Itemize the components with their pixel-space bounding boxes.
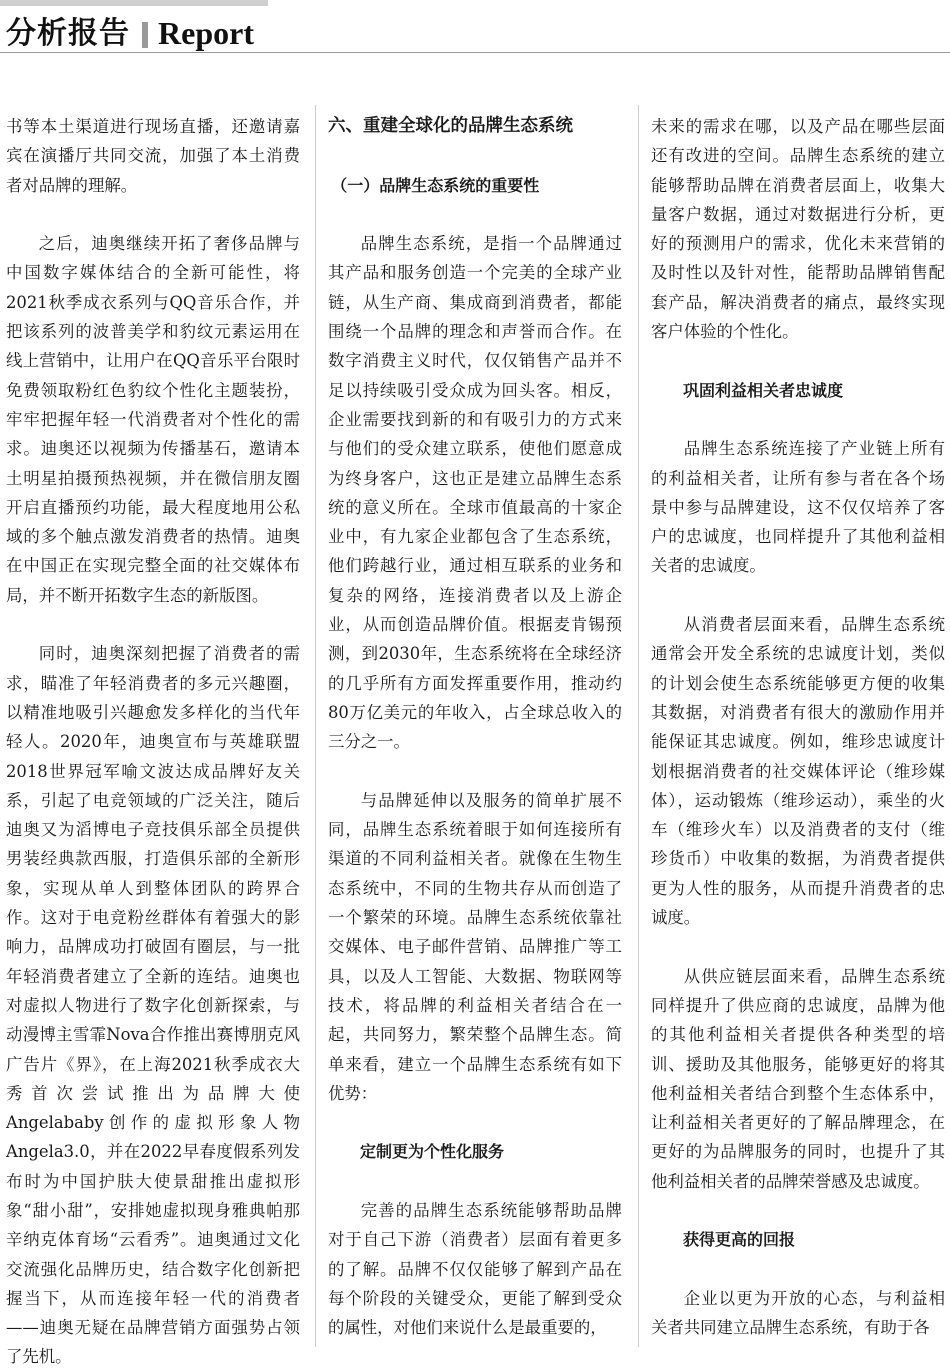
section-heading: 六、重建全球化的品牌生态系统	[328, 116, 573, 136]
paragraph: 同时，迪奥深刻把握了消费者的需求，瞄准了年轻消费者的多元兴趣圈，以精准地吸引兴趣愈发多样化的当代年轻人。2020年，迪奥宣布与英雄联盟2018世界冠军喻文波达成品牌好友关系，引起了电竞领域的广泛关注，随后迪奥又为滔博电子竞技俱乐部全员提供男装经典款西服，打造俱乐部的全新形象，实现从单人到整体团队的跨界合作。这对于电竞粉丝群体有着强大的影响力，品牌成功打破固有圈层，与一批年轻消费者建立了全新的连结。迪奥也对虚拟人物进行了数字化创新探索，与动漫博主雪霏Nova合作推出赛博朋克风广告片《界》，在上海2021秋季成衣大秀首次尝试推出为品牌大使Angelababy创作的虚拟形象人物Angela3.0，并在2022早春度假系列发布时为中国护肤大使景甜推出虚拟形象“甜小甜”，安排她虚拟现身雅典帕那辛纳克体育场“云看秀”。迪奥通过文化交流强化品牌历史，结合数字化创新把握当下，从而连接年轻一代的消费者——迪奥无疑在品牌营销方面强势占领了先机。	[6, 644, 300, 1367]
paragraph: 企业以更为开放的心态，与利益相关者共同建立品牌生态系统，有助于各	[651, 1288, 945, 1338]
subsection-heading: （一）品牌生态系统的重要性	[331, 175, 540, 195]
paragraph: 从消费者层面来看，品牌生态系统通常会开发全系统的忠诚度计划，类似的计划会使生态系统能够更方便的收集其数据，对消费者有很大的激励作用并能保证其忠诚度。例如，维珍忠诚度计划根据消费者的社交媒体评论（维珍媒体），运动锻炼（维珍运动），乘坐的火车（维珍火车）以及消费者的支付（维珍货币）中收集的数据，为消费者提供更为人性的服务，从而提升消费者的忠诚度。	[651, 615, 945, 928]
header-separator	[142, 22, 148, 48]
header-rule	[0, 52, 950, 53]
paragraph: 之后，迪奥继续开拓了奢侈品牌与中国数字媒体结合的全新可能性，将2021秋季成衣系列与QQ音乐合作，并把该系列的波普美学和豹纹元素运用在线上营销中，让用户在QQ音乐平台限时免费领取粉红色豹纹个性化主题装扮，牢牢把握年轻一代消费者对个性化的需求。迪奥还以视频为传播基石，邀请本土明星拍摄预热视频，并在微信朋友圈开启直播预约功能，最大程度地用公私域的多个触点激发消费者的热情。迪奥在中国正在实现完整全面的社交媒体布局，并不断开拓数字生态的新版图。	[6, 234, 300, 605]
paragraph: 与品牌延伸以及服务的简单扩展不同，品牌生态系统着眼于如何连接所有渠道的不同利益相关者。就像在生物生态系统中，不同的生物共存从而创造了一个繁荣的环境。品牌生态系统依靠社交媒体、电子邮件营销、品牌推广等工具，以及人工智能、大数据、物联网等技术，将品牌的利益相关者结合在一起，共同努力，繁荣整个品牌生态。简单来看，建立一个品牌生态系统有如下优势：	[328, 790, 622, 1103]
subsection-heading: 定制更为个性化服务	[360, 1142, 505, 1162]
subsection-heading: 获得更高的回报	[683, 1230, 796, 1250]
column-3	[651, 112, 945, 1347]
column-2	[328, 112, 622, 1347]
column-divider	[638, 105, 639, 1347]
paragraph: 品牌生态系统，是指一个品牌通过其产品和服务创造一个完美的全球产业链，从生产商、集成商到消费者，都能围绕一个品牌的理念和声誉而合作。在数字消费主义时代，仅仅销售产品并不足以持续吸引受众成为回头客。相反，企业需要找到新的和有吸引力的方式来与他们的受众建立联系，使他们愿意成为终身客户，这也正是建立品牌生态系统的意义所在。全球市值最高的十家企业中，有九家企业都包含了生态系统，他们跨越行业，通过相互联系的业务和复杂的网络，连接消费者以及上游企业，从而创造品牌价值。根据麦肯锡预测，到2030年，生态系统将在全球经济的几乎所有方面发挥重要作用，推动约80万亿美元的年收入，占全球总收入的三分之一。	[328, 234, 622, 752]
section-title-en: Report	[158, 15, 254, 51]
paragraph: 书等本土渠道进行现场直播，还邀请嘉宾在演播厅共同交流，加强了本土消费者对品牌的理解。	[6, 117, 300, 195]
subsection-heading: 巩固利益相关者忠诚度	[683, 380, 844, 400]
paragraph: 从供应链层面来看，品牌生态系统同样提升了供应商的忠诚度，品牌为他的其他利益相关者提供各种类型的培训、援助及其他服务，能够更好的将其他利益相关者结合到整个生态体系中，让利益相关者更好的了解品牌理念，在更好的为品牌服务的同时，也提升了其他利益相关者的品牌荣誉感及忠诚度。	[651, 966, 945, 1191]
section-header	[6, 8, 254, 52]
column-divider	[315, 105, 316, 1347]
section-title-cn: 分析报告	[6, 16, 130, 51]
paragraph: 品牌生态系统连接了产业链上所有的利益相关者，让所有参与者在各个场景中参与品牌建设，这不仅仅培养了客户的忠诚度，也同样提升了其他利益相关者的忠诚度。	[651, 439, 945, 576]
paragraph: 未来的需求在哪，以及产品在哪些层面还有改进的空间。品牌生态系统的建立能够帮助品牌在消费者层面上，收集大量客户数据，通过对数据进行分析，更好的预测用户的需求，优化未来营销的及时性以及针对性，能帮助品牌销售配套产品，解决消费者的痛点，最终实现客户体验的个性化。	[651, 117, 945, 342]
header-accent-bar	[0, 0, 268, 6]
column-1	[6, 112, 300, 1367]
paragraph: 完善的品牌生态系统能够帮助品牌对于自己下游（消费者）层面有着更多的了解。品牌不仅仅能够了解到产品在每个阶段的关键受众，更能了解到受众的属性，对他们来说什么是最重要的，	[328, 1200, 622, 1338]
